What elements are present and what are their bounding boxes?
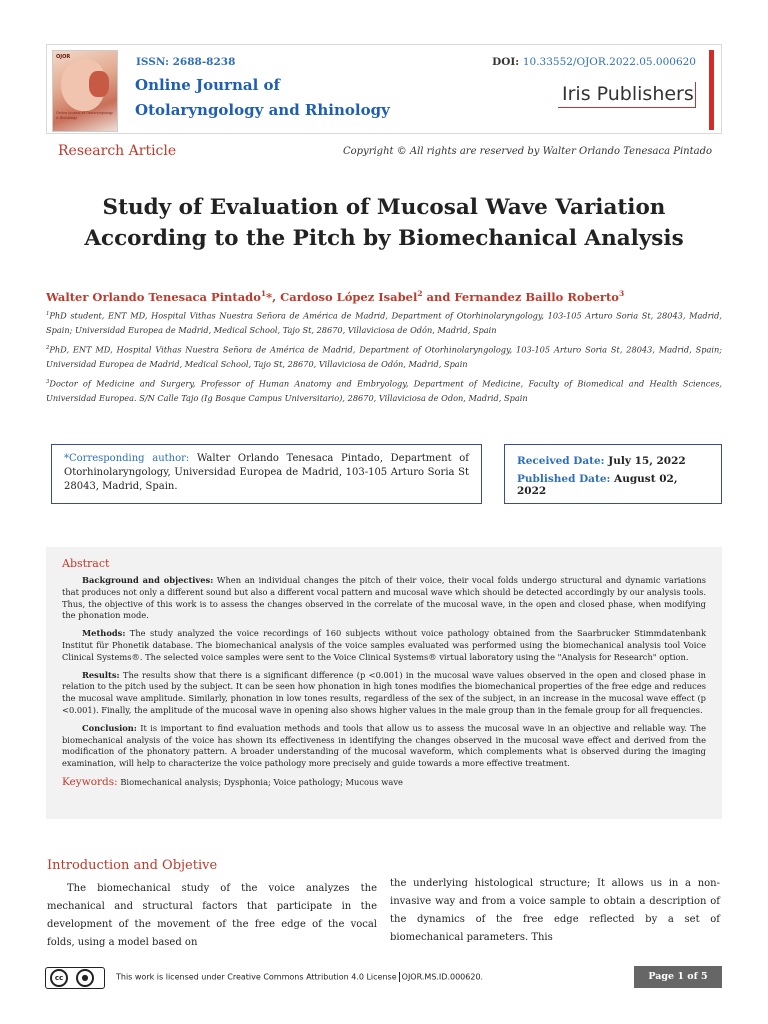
- intro-heading: Introduction and Objetive: [47, 858, 218, 873]
- abstract-results-label: Results:: [82, 669, 120, 680]
- abstract-background: [62, 575, 706, 622]
- published-date: [517, 473, 709, 497]
- keywords-label: Keywords:: [62, 775, 118, 788]
- abstract-results: [62, 670, 706, 717]
- received-date: [517, 455, 709, 467]
- author-3-sup: 3: [618, 289, 625, 298]
- abstract-results-text: The results show that there is a significant difference (p <0.001) in the mucosal wave values observed in the open and closed phase in relation to the pitch used by the subject. It can be seen how phonation in high tones modifies the biomechanical properties of the free edge and reduces the mucosal wave amplitude. Similarly, phonation in low tones results, regardless of the sex of the subject, in an increase in the mucosal wave effect (p <0.001). Finally, the amplitude of the mucosal wave in opening also shows higher values in the male group than in the female group for all frequencies.: [62, 669, 706, 715]
- affiliation-3: [46, 375, 722, 405]
- received-date-value: July 15, 2022: [604, 455, 686, 467]
- corresponding-author-label: *Corresponding author:: [64, 453, 190, 464]
- author-2: Cardoso López Isabel: [280, 289, 418, 304]
- author-and: and: [422, 289, 455, 304]
- paper-title-line1: Study of Evaluation of Mucosal Wave Variation: [102, 195, 666, 220]
- keywords: [62, 776, 706, 788]
- footer-separator: [399, 972, 400, 982]
- cover-title: Online Journal of Otolaryngology & Rhinology: [56, 111, 113, 120]
- affiliation-2-text: PhD, ENT MD, Hospital Vithas Nuestra Señora de América de Madrid, Department of Otorhinolaryngology, 103-105 Arturo Soria St, 28043, Madrid, Spain; Universidad Europea de Madrid, Medical School, Tajo St, 28670, Villaviciosa de Odón, Madrid, Spain: [46, 344, 722, 369]
- author-1-sup: 1: [260, 289, 267, 298]
- issn: ISSN: 2688-8238: [136, 56, 236, 68]
- cover-tag: OJOR: [56, 54, 71, 60]
- affiliation-1-text: PhD student, ENT MD, Hospital Vithas Nuestra Señora de América de Madrid, Department of Otorhinolaryngology, 103-105 Arturo Soria St, 28043, Madrid, Spain; Universidad Europea de Madrid, Medical School, Tajo St, 28670, Villaviciosa de Odón, Madrid, Spain: [46, 310, 722, 335]
- keywords-text: Biomechanical analysis; Dysphonia; Voice pathology; Mucous wave: [117, 776, 403, 787]
- article-type: Research Article: [58, 143, 177, 159]
- creative-commons-logo[interactable]: [45, 967, 105, 989]
- cc-icon: cc: [50, 969, 68, 987]
- publisher-logo: Iris Publishers: [558, 82, 696, 108]
- affiliation-2-sup: 2: [46, 345, 50, 351]
- intro-left-text: The biomechanical study of the voice analyzes the mechanical and structural factors that participate in the development of the movement of the free edge of the vocal folds, using a model based on: [47, 883, 377, 948]
- abstract-section: [46, 547, 722, 819]
- author-2-sup: 2: [417, 289, 423, 298]
- header-accent-bar: [709, 50, 714, 130]
- abstract-background-text: When an individual changes the pitch of their voice, their vocal folds undergo structural and dynamic variations that produces not only a different sound but also a different vocal pattern and mucosal wave which should be detected accordingly by our analysis tools. Thus, the objective of this work is to assess the changes observed in the correlate of the mucosal wave, in the open and closed phase, when modifying the phonation mode.: [62, 575, 706, 621]
- copyright-notice: Copyright © All rights are reserved by Walter Orlando Tenesaca Pintado: [342, 146, 712, 157]
- paper-title-line2: According to the Pitch by Biomechanical Analysis: [84, 226, 684, 251]
- journal-name-line2: Otolaryngology and Rhinology: [135, 101, 390, 119]
- journal-name-line1: Online Journal of: [135, 76, 280, 94]
- author-list: [46, 289, 726, 304]
- abstract-conclusion-text: It is important to find evaluation methods and tools that allow us to assess the mucosal wave in an objective and reliable way. The biomechanical analysis of the voice has shown its effectiveness in identifying the changes observed in the mucosal wave effect and derived from the modification of the phonatory pattern. A broader understanding of the mucosal waveform, which complements what is observed during the imaging examination, will help to characterize the voice pathology more precisely and guide towards a more effective treatment.: [62, 722, 706, 769]
- cover-nose-illustration: [89, 71, 109, 97]
- published-date-value: August 02, 2022: [517, 473, 678, 497]
- dates-box: [504, 444, 722, 504]
- affiliation-2: [46, 341, 722, 371]
- corresponding-author-text: Walter Orlando Tenesaca Pintado, Department of Otorhinolaryngology, Universidad Europea de Madrid, 103-105 Arturo Soria St 28043, Madrid, Spain.: [64, 453, 469, 492]
- author-3: Fernandez Baillo Roberto: [454, 289, 619, 304]
- corresponding-author-box: [51, 444, 482, 504]
- intro-column-right: [390, 875, 720, 947]
- page-number: Page 1 of 5: [634, 966, 722, 988]
- license-text: This work is licensed under Creative Commons Attribution 4.0 License: [116, 972, 397, 982]
- published-date-label: Published Date:: [517, 473, 611, 485]
- affiliation-1-sup: 1: [46, 311, 50, 317]
- affiliation-1: [46, 307, 722, 337]
- intro-right-text: the underlying histological structure; It allows us in a non-invasive way and from a voice sample to obtain a description of the dynamics of the free edge reflected by a set of biomechanical parameters. This: [390, 878, 720, 943]
- article-id: OJOR.MS.ID.000620.: [401, 972, 484, 982]
- doi: [492, 56, 696, 68]
- abstract-methods-text: The study analyzed the voice recordings of 160 subjects without voice pathology obtained from the Saarbrucker Stimmdatenbank Institut für Phonetik database. The biomechanical analysis of the voice samples evaluated was performed using the biomechanical analysis tool Voice Clinical Systems®. The selected voice samples were sent to the Voice Clinical Systems® virtual laboratory using the "Analysis for Research" option.: [62, 628, 706, 662]
- license-notice: [116, 972, 483, 982]
- doi-label: DOI:: [492, 56, 520, 68]
- intro-column-left: [47, 880, 377, 952]
- received-date-label: Received Date:: [517, 455, 605, 467]
- affiliation-3-sup: 3: [46, 379, 50, 385]
- abstract-conclusion-label: Conclusion:: [82, 722, 137, 733]
- doi-link[interactable]: 10.33552/OJOR.2022.05.000620: [522, 56, 696, 68]
- journal-cover-image: [52, 50, 118, 132]
- abstract-background-label: Background and objectives:: [82, 575, 214, 585]
- author-1-mark: *,: [266, 289, 281, 304]
- attribution-person-icon: ●: [76, 969, 94, 987]
- abstract-heading: Abstract: [62, 557, 110, 570]
- affiliation-3-text: Doctor of Medicine and Surgery, Professor of Human Anatomy and Embryology, Department of Medicine, Faculty of Biomedical and Health Sciences, Universidad Europea. S/N Calle Tajo (Ig Bosque Campus Universitario), 28670, Villaviciosa de Odon, Madrid, Spain: [46, 378, 722, 403]
- abstract-methods: [62, 628, 706, 663]
- abstract-conclusion: [62, 723, 706, 770]
- paper-title: [40, 192, 728, 254]
- author-1: Walter Orlando Tenesaca Pintado: [46, 289, 261, 304]
- abstract-methods-label: Methods:: [82, 628, 126, 639]
